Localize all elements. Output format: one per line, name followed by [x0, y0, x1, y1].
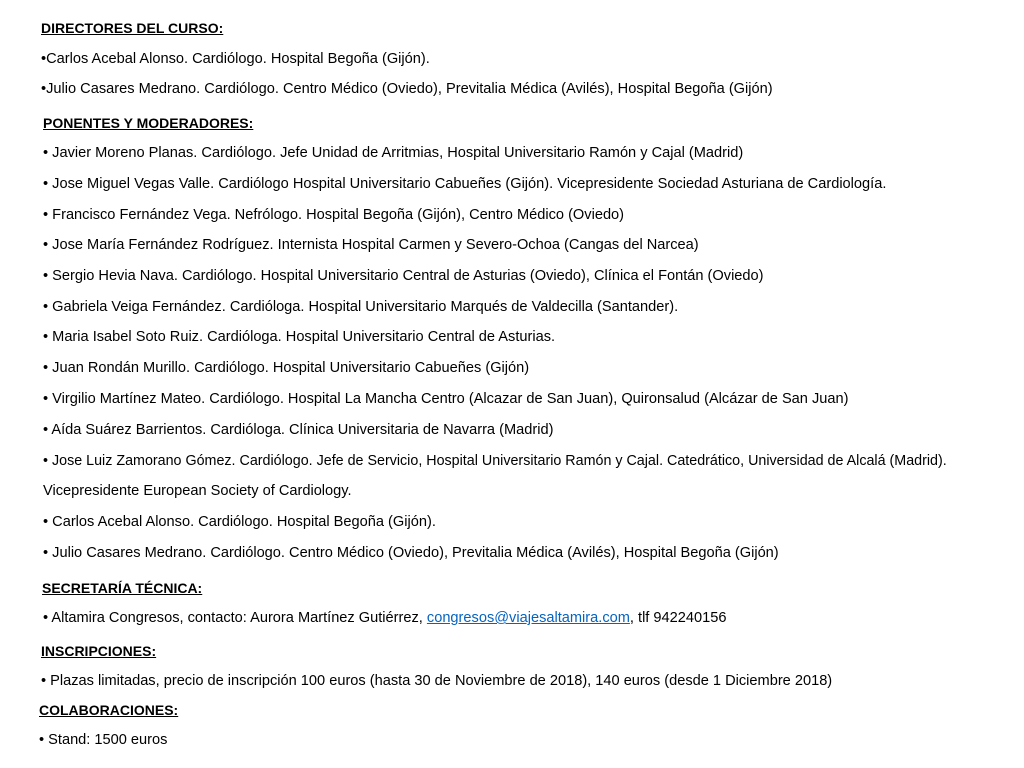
- ponente-item: • Javier Moreno Planas. Cardiólogo. Jefe Unidad de Arritmias, Hospital Universitario Ramón y Cajal (Madrid): [43, 145, 744, 161]
- colaboraciones-item: • Stand: 1500 euros: [39, 732, 168, 748]
- ponente-item: • Jose Miguel Vegas Valle. Cardiólogo Hospital Universitario Cabueñes (Gijón). Vicepresidente Sociedad Asturiana de Cardiología.: [43, 176, 887, 192]
- inscripciones-heading: INSCRIPCIONES:: [41, 643, 157, 659]
- inscripciones-item: • Plazas limitadas, precio de inscripción 100 euros (hasta 30 de Noviembre de 2018), 140 euros (desde 1 Diciembre 2018): [41, 673, 833, 689]
- ponente-item: • Carlos Acebal Alonso. Cardiólogo. Hospital Begoña (Gijón).: [43, 514, 436, 530]
- secretaria-prefix: • Altamira Congresos, contacto: Aurora Martínez Gutiérrez,: [43, 610, 427, 626]
- ponente-item: • Gabriela Veiga Fernández. Cardióloga. Hospital Universitario Marqués de Valdecilla (Santander).: [43, 299, 679, 315]
- ponente-item: • Juan Rondán Murillo. Cardiólogo. Hospital Universitario Cabueñes (Gijón): [43, 360, 530, 376]
- ponente-item: • Jose María Fernández Rodríguez. Internista Hospital Carmen y Severo-Ochoa (Cangas del Narcea): [43, 237, 699, 253]
- ponente-item: • Maria Isabel Soto Ruiz. Cardióloga. Hospital Universitario Central de Asturias.: [43, 329, 556, 345]
- secretaria-item: [43, 609, 726, 627]
- ponente-item: • Francisco Fernández Vega. Nefrólogo. Hospital Begoña (Gijón), Centro Médico (Oviedo): [43, 207, 625, 223]
- secretaria-suffix: , tlf 942240156: [629, 610, 727, 626]
- ponente-item: • Jose Luiz Zamorano Gómez. Cardiólogo. Jefe de Servicio, Hospital Universitario Ramón y Cajal. Catedrático, Universidad de Alcalá (Madrid).: [43, 453, 947, 469]
- ponente-item: • Julio Casares Medrano. Cardiólogo. Centro Médico (Oviedo), Previtalia Médica (Avilés), Hospital Begoña (Gijón): [43, 545, 779, 561]
- director-item: •Carlos Acebal Alonso. Cardiólogo. Hospital Begoña (Gijón).: [41, 51, 430, 67]
- ponente-item-continuation: Vicepresidente European Society of Cardiology.: [43, 483, 352, 499]
- directores-heading: DIRECTORES DEL CURSO:: [41, 20, 224, 36]
- ponente-item: • Aída Suárez Barrientos. Cardióloga. Clínica Universitaria de Navarra (Madrid): [43, 422, 554, 438]
- ponentes-heading: PONENTES Y MODERADORES:: [43, 115, 254, 131]
- colaboraciones-heading: COLABORACIONES:: [39, 702, 179, 718]
- secretaria-heading: SECRETARÍA TÉCNICA:: [42, 580, 203, 596]
- director-item: •Julio Casares Medrano. Cardiólogo. Centro Médico (Oviedo), Previtalia Médica (Avilés), Hospital Begoña (Gijón): [41, 81, 773, 97]
- email-link[interactable]: congresos@viajesaltamira.com: [426, 610, 630, 626]
- ponente-item: • Sergio Hevia Nava. Cardiólogo. Hospital Universitario Central de Asturias (Oviedo), Clínica el Fontán (Oviedo): [43, 268, 764, 284]
- ponente-item: • Virgilio Martínez Mateo. Cardiólogo. Hospital La Mancha Centro (Alcazar de San Juan), Quironsalud (Alcázar de San Juan): [43, 391, 849, 407]
